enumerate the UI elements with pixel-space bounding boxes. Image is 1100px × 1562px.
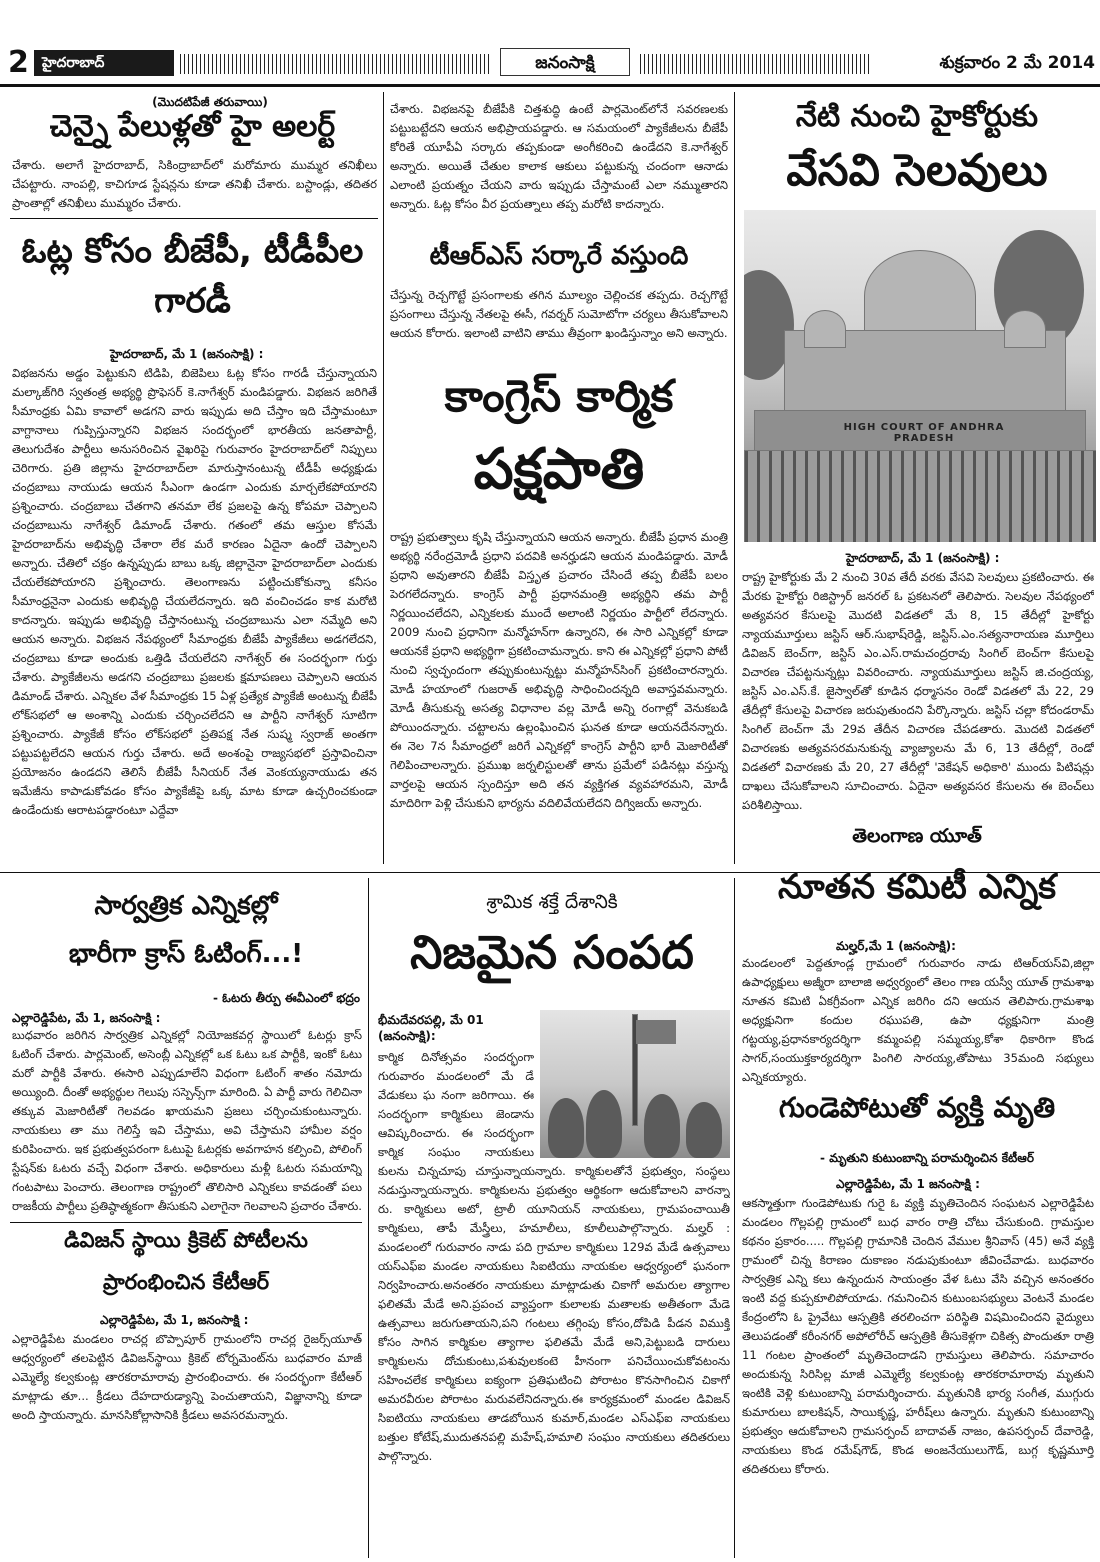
headline-true-wealth: నిజమైన సంపద [410, 925, 694, 979]
dateline: ఎల్లారెడ్డిపేట, మే 1, జనంసాక్షి : [100, 1313, 249, 1327]
headline-cricket-1: డివిజన్ స్థాయి క్రికెట్ పోటీలను [64, 1228, 308, 1252]
subheading: - ఓటరు తీర్పు ఈవీఎంలో భద్రం [213, 991, 360, 1005]
headline-highcourt-2: వేసవి సెలవులు [786, 145, 1048, 196]
article-divider [10, 1222, 362, 1223]
iron-gate [744, 450, 1096, 542]
high-court-photo [744, 210, 1096, 542]
kicker-shramika: శ్రామిక శక్తే దేశానికి [486, 891, 618, 913]
article-body: కులను చిన్నచూపు చూస్తున్నాయన్నారు. కార్మికులతోనే ప్రభుత్వం, సంస్థలు నడుస్తున్నాయన్నారు. కార్మికులను ప్రభుత్వం ఆర్థికంగా ఆదుకోవాలని వారన్నా రు. కార్మికులు అటో, ట్రాలీ యూనియన్ నాయకులు, గ్రామపంచాయితీ కార్మికులు, తాపీ మేస్త్రీలు, హమాలీలు, కూలీలుపాల్గొన్నారు. మల్హర్ : మండలంలో గురువారం నాడు పది గ్రామాల కార్మికులు 129వ మేడే ఉత్సవాలు యస్‌ఎఫ్ఐ మండల నాయకులు సిఐటియు నాయకుల ఆధ్వర్యంలో ఘనంగా నిర్వహించారు.అనంతరం నాయకులు మాట్లాడుతు చికాగో అమరుల త్యాగాల ఫలితమే మేడే అని.ప్రపంచ వ్యాప్తంగా కులాలకు మతాలకు అతీతంగా మేడె ఉత్సవాలు జరుగుతాయని,పని గంటలు తగ్గింపు కోసం,దోపిడి పీడన విముక్తి కోసం సాగిన కార్మికుల త్యాగాల ఫలితమే మేడే అని,పెట్టుబడి దారులు కార్మికులను దోచుకుంటు,పశువులకంటె హీనంగా పనిచేయించుకోవటంను సహించలేక కార్మికులు ఐక్యంగా ప్రతిఘటించి పోరాటం కొనసాగించిన చికాగో అమరవీరుల పోరాటం మరువలేనిదన్నారు.ఈ కార్యక్రమంలో మండల డివిజన్ సిఐటియు నాయకులు తాడబోయిన కుమార్,మండల ఎస్‌ఎఫ్ఐ నాయకులు బత్తుల కోటేష్,ముదుతనపల్లి మహేష్,హమాలి సంఘం నాయకులు తదితరులు పాల్గొన్నారు. [378, 1164, 730, 1463]
main-dome [864, 250, 976, 342]
article-body: కార్మిక దినోత్సవం సందర్భంగా గురువారం మండలంలో మే డే వేడుకలు ఘ నంగా జరిగాయి. ఈ సందర్భంగా కార్మికులు జెండాను ఆవిష్కరించారు. ఈ సందర్భంగా కార్మిక సంఘం నాయకులు [378, 1050, 534, 1159]
article-body: చేశారు. విభజనపై బీజేపీకి చిత్తశుద్ధి ఉంటే పార్లమెంట్‌లోనే సవరణలకు పట్టుబట్టేదని ఆయన అభిప్రాయపడ్డారు. ఆ సమయంలో ప్యాకేజీలను బీజేపీ కోరితే యూపీఏ సర్కారు తప్పకుండా అంగీకరించి ఉండేదని కె.నాగేశ్వర్ అన్నారు. అయితే చేతుల కాలాక ఆకులు పట్టుకున్న చందంగా ఆనాడు ఎలాంటి ప్రయత్నం చేయని వారు ఇప్పుడు చేస్తామంటే ఎలా నమ్ముతారని అన్నారు. ఓట్ల కోసం వీర ప్రయత్నాలు తప్ప మరోటి కాదన్నారు. [390, 102, 728, 211]
continuation-note: (మొదటిపేజీ తరువాయి) [152, 95, 268, 109]
dateline: ఎల్లారెడ్డిపేట, మే 1 జనంసాక్షి : [836, 1177, 980, 1191]
dateline: హైదరాబాద్, మే 1 (జనంసాక్షి) : [110, 347, 264, 361]
headline-new-committee: నూతన కమిటీ ఎన్నిక [778, 867, 1056, 907]
headline-cricket-2: ప్రారంభించిన కేటీఆర్ [102, 1270, 270, 1294]
headline-heart-attack: గుండెపోటుతో వ్యక్తి మృతి [778, 1091, 1056, 1124]
person-shape [548, 1098, 584, 1158]
person-shape [586, 1090, 622, 1158]
page-number: 2 [8, 45, 29, 80]
article-body: రాష్ట్ర హైకోర్టుకు మే 2 నుంచి 30వ తేదీ వరకు వేసవి సెలవులు ప్రకటించారు. ఈ మేరకు హైకోర్టు రిజిస్ట్రార్ జనరల్ ఓ ప్రకటనలో తెలిపారు. సెలవుల నేపథ్యంలో అత్యవసర కేసులపై మొదటి విడతలో మే 8, 15 తేదీల్లో హైకోర్టు న్యాయమూర్తులు జస్టిస్ ఆర్.సుభాష్‌రెడ్డి, జస్టిస్.ఎం.సత్యనారాయణ మూర్తిలు డివిజన్ బెంచ్‌గా, జస్టిస్ ఎం.ఎస్.రామచంద్రరావు సింగిల్ బెంచ్‌గా కేసులపై విచారణ చేపట్టనున్నట్లు వివరించారు. న్యాయమూర్తులు జస్టిస్ జి.చంద్రయ్య, జస్టిస్ ఎం.ఎస్.కే. జైస్వాల్‌తో కూడిన ధర్మాసనం రెండో విడతలో మే 22, 29 తేదీల్లో కేసులపై విచారణ జరుపుతుందని పేర్కొన్నారు. జస్టిస్ చల్లా కోదండరామ్ సింగిల్ బెంచ్‌గా మే 29వ తేదీన విచారణ చేపడతారు. మొదటి విడతలో విచారణకు అత్యవసరమనుకున్న వ్యాజ్యాలను మే 6, 13 తేదీల్లో, రెండో విడతలో విచారణకు మే 20, 27 తేదీల్లో 'వెకేషన్ అధికారి' ముందు పిటిషన్లు దాఖలు చేసుకోవాలని సూచించారు. ఏదైనా అత్యవసర కేసులను ఈ బెంచ్‌లు పరిశీలిస్తాయి. [742, 570, 1094, 812]
subheading: - మృతుని కుటుంబాన్ని పరామర్శించిన కేటీఆర్ [820, 1151, 1034, 1165]
headline-crossvoting-1: సార్వత్రిక ఎన్నికల్లో [94, 891, 278, 921]
column-divider [368, 878, 369, 1558]
mayday-photo [540, 1010, 730, 1158]
dateline: హైదరాబాద్, మే 1 (జనంసాక్షి) : [846, 551, 1000, 565]
headline-crossvoting-2: భారీగా క్రాస్ ఓటింగ్...! [68, 939, 304, 969]
column-divider [734, 878, 735, 1558]
flag [636, 1020, 676, 1044]
article-body: మండలంలో పెద్దతూండ్ల గ్రామంలో గురువారం నాడు టిఆర్‌యస్‌వి,జిల్లా ఉపాధ్యక్షులు అజ్మీరా బాలాజి అధ్వర్యంలో తెలం గాణ యస్వీ యూత్ గ్రామశాఖ నూతన కమిటి ఏకగ్రీవంగా ఎన్నిక జరిగిం దని ఆయన తెలిపారు.గ్రామశాఖ అధ్యక్షునిగా కందుల రఘుపతి, ఉపా ధ్యక్షునిగా మంత్రి గట్టయ్య,ప్రధానకార్యదర్శిగా కమ్మంపల్లి సమ్మయ్య,కోశా ధికారిగా కొండ సాగర్,సంయుక్తకార్యదర్శిగా పింగిలి సారయ్య,తోపాటు 35మంది సభ్యులు ఎన్నికయ్యారు. [742, 956, 1094, 1084]
header-rule [0, 84, 1100, 87]
article-body: ఆకస్మాత్తుగా గుండెపోటుకు గురై ఓ వ్యక్తి మృతిచెందిన సంఘటన ఎల్లారెడ్డిపేట మండలం గొల్లపల్లి గ్రామంలో బుధ వారం రాత్రి చోటు చేసుకుంది. గ్రామస్తుల కథనం ప్రకారం..... గొల్లపల్లి గ్రామానికి చెందిన వేముల శ్రీనివాస్ (45) అనే వ్యక్తి గ్రామంలో చిన్న కిరాణం దుకాణం నడుపుకుంటూ జీవించేవాడు. బుధవారం సార్వత్రిక ఎన్ని కలు ఉన్నందున సాయంత్రం వేళ ఓటు వేసి వచ్చిన అనంతరం ఇంటి వద్ద కుప్పకూలిపోయాడు. గమనించిన కుటుంబసభ్యులు వెంటనే మండల కేంద్రంలోని ఓ ప్రైవేటు ఆస్పత్రికి తరలించగా పరిస్థితి విషమించిందని వైద్యులు తెలుపడంతో కరీంనగర్ అపోలోరీచ్ ఆస్పత్రికి తీసుకెళ్లగా చికిత్స పొందుతూ రాత్రి 11 గంటల ప్రాంతంలో మృతిచెందాడని గ్రామస్తులు తెలిపారు. సమాచారం అందుకున్న సిరిసిల్ల మాజీ ఎమ్మెల్యే కల్వకుంట్ల తారకరామారావు మృతుని ఇంటికి వెళ్లి కుటుంబాన్ని పరామర్శించారు. మృతునికి భార్య సంగీత, ముగ్గురు కుమారులు బాలకిషన్, సాయికృష్ణ, హరీష్‌లు ఉన్నారు. మృతుని కుటుంబాన్ని ప్రభుత్వం ఆదుకోవాలని గ్రామసర్పంచ్ బాదావత్ నాజం, ఉపసర్పంచ్ దేవారెడ్డి, నాయకులు కొండ రమేష్‌గౌడ్, కొండ అంజనేయులుగౌడ్, బుగ్గ కృష్ణమూర్తి తదితరులు కోరారు. [742, 1196, 1094, 1476]
article-divider [10, 218, 378, 219]
paper-logo: జనంసాక్షి [500, 48, 630, 76]
headline-congress-2: పక్షపాతి [473, 437, 645, 502]
person-shape [644, 1094, 680, 1158]
dateline: ఎల్లారెడ్డిపేట, మే 1, జనంసాక్షి : [12, 1011, 161, 1025]
article-body: ఎల్లారెడ్డిపేట మండలం రాచర్ల బొప్పాపూర్ గ్రామంలోని రాచర్ల రైజర్స్‌యూత్ ఆధ్వర్యంలో తలపెట్టిన డివిజన్‌స్థాయి క్రికెట్ టోర్నమెంట్‌ను బుధవారం మాజీ ఎమ్మెల్యే కల్వకుంట్ల తారకరామారావు ప్రారంభించారు. ఈ సందర్భంగా కేటీఆర్ మాట్లాడు తూ... క్రీడలు దేహదారుడ్యాన్ని పెంచుతాయని, విజ్ఞానాన్ని కూడా అంది స్తాయన్నారు. మానసికోల్లాసానికి క్రీడలు అవసరమన్నారు. [12, 1332, 362, 1422]
article-body: చేశారు. అలాగే హైదరాబాద్, సికింద్రాబాద్‌లో మరోమారు ముమ్మర తనిఖీలు చేపట్టారు. నాంపల్లి, కాచిగూడ స్టేషన్లను కూడా తనిఖీ చేశారు. బస్టాండ్లు, తదితర ప్రాంతాల్లో తనిఖీలు ముమ్మరం చేశారు. [12, 158, 377, 210]
section-label: హైదరాబాద్ [34, 50, 174, 76]
article-body: చేస్తున్న రెచ్చగొట్టే ప్రసంగాలకు తగిన మూల్యం చెల్లించక తప్పదు. రెచ్చగొట్టే ప్రసంగాలు చేస్తున్న నేతలపై ఈసీ, గవర్నర్ సుమోటోగా చర్యలు తీసుకోవాలని ఆయన కోరారు. ఇలాంటి వాటిని తాము తీవ్రంగా ఖండిస్తున్నాం అని అన్నారు. [390, 288, 728, 340]
article-body: బుధవారం జరిగిన సార్వత్రిక ఎన్నికల్లో నియోజకవర్గ స్థాయిలో ఓటర్లు క్రాస్ ఓటింగ్ చేశారు. పార్లమెంట్, అసెంబ్లీ ఎన్నికల్లో ఒక ఓటు ఒక పార్టీకి, ఇంకో ఓటు మరో పార్టీకి వేశారు. ఈసారి ఎప్పుడూలేని విధంగా ఓటింగ్ శాతం నమోదు అయ్యింది. దీంతో అభ్యర్థుల గెలుపు సస్పెన్స్‌గా మారింది. ఏ పార్టీ వారు గెలిచినా తక్కువ మెజారిటీతో గెలవడం ఖాయమని ప్రజలు చర్చించుకుంటున్నారు. నాయకులు తా ము గెలిస్తే ఇవి చేస్తాము, అవి చేస్తామని హామీల వర్షం కురిపించారు. ఇక ప్రభుత్వపరంగా ఓటుపై ఓటర్లకు అవగాహన కల్పించి, పోలింగ్ స్టేషన్‌కు ఓటరు వచ్చే విధంగా చేశారు. అధికారులు మళ్లీ ఓటరు సమయాన్ని గంటపాటు పెంచారు. తెలంగాణ రాష్ట్రంలో తొలిసారి ఎన్నికలు కావడంతో పలు రాజకీయ పార్టీలు ప్రతిష్ఠాత్మకంగా తీసుకుని ఎలాగైనా గెలవాలని ప్రచారం చేశారు. [12, 1028, 362, 1213]
small-dome [1004, 310, 1046, 348]
dateline: మల్హర్,మే 1 (జనంసాక్షి): [836, 939, 956, 953]
article-body: విభజనను అడ్డం పెట్టుకుని టిడిపి, బిజెపిలు ఓట్ల కోసం గారడీ చేస్తున్నాయని మల్కాజ్‌గిరి స్వతంత్ర అభ్యర్థి ప్రొఫెసర్ కె.నాగేశ్వర్ మండిపడ్డారు. విభజన జరిగితే సీమాంధ్రకు ఏమి కావాలో అడగని వారు ఇప్పుడు అది చేస్తాం ఇది చేస్తామంటూ వాగ్దానాలు గుప్పిస్తున్నారని విభజన సందర్భంలో భారతీయ జనతాపార్టీ, తెలుగుదేశం పార్టీలు అనుసరించిన వైఖరిపై గురువారం హైదరాబాద్‌లో నిప్పులు చెరిగారు. ప్రతి జిల్లాను హైదరాబాద్‌లా మారుస్తానంటున్న టీడీపీ అధ్యక్షుడు చంద్రబాబు నాయుడు ఆయన సీఎంగా ఉండగా ఎందుకు మార్చలేకపోయారని ప్రశ్నించారు. చంద్రబాబు చేతగాని తనమా లేక ప్రజలపై ఉన్న కోపమా చెప్పాలని చంద్రబాబును నాగేశ్వర్ డిమాండ్ చేశారు. గతంలో తమ ఆస్తుల కోసమే హైదరాబాద్‌ను అభివృద్ధి చేశారా లేక మరే కారణం ఏదైనా ఉందో చెప్పాలని అన్నారు. చేతిలో చక్రం ఉన్నప్పుడు బాబు ఒక్క జిల్లానైనా హైదరాబాద్‌లా ఎందుకు చేయలేకపోయారని ప్రశ్నించారు. తెలంగాణను పట్టించుకోకున్నా కనీసం సీమాంధ్రనైనా ఎందుకు అభివృద్ధి చేయలేదన్నారు. ఇది వంచించడం కాక మరోటి కాదన్నారు. ఇప్పుడు అభివృద్ధి చేస్తానంటున్న చంద్రబాబును ఎలా నమ్మేది అని ఆయన అన్నారు. విభజన నేపథ్యంలో సీమాంధ్రకు బీజేపీ ప్యాకేజీలు అడగలేదని, చంద్రబాబు కూడా అందుకు ఒత్తిడి చేయలేదని నాగేశ్వర్ ఈ సందర్భంగా గుర్తు చేశారు. ప్యాకేజీలను అడగని చంద్రబాబు ప్రజలకు క్షమాపణలు చెప్పాలని ఆయన డిమాండ్ చేశారు. ఎన్నికల వేళ సీమాంధ్రకు 15 ఏళ్ల ప్రత్యేక ప్యాకేజీ అంటున్న బీజేపీ లోక్‌సభలో ఆ అంశాన్ని ఎందుకు చర్చించలేదని ఆ పార్టీని నాగేశ్వర్ సూటిగా ప్రశ్నించారు. ప్యాకేజీ కోసం లోక్‌సభలో ప్రతిపక్ష నేత సుష్మ స్వరాజ్ అంతగా పట్టుపట్టలేదని ఆయన గుర్తు చేశారు. అదే అంశంపై రాజ్యసభలో ప్రస్తావించినా ప్రయోజనం ఉండదని తెలిసే బీజేపీ సీనియర్ నేత వెంకయ్యనాయుడు తన ఇమేజీను కాపాడుకోవడం కోసం ప్యాకేజీపై ఒక్క మాట కూడా ఉచ్చరించకుండా ఉండేందుకు ఆరాటపడ్డారంటూ ఎద్దేవా [12, 366, 377, 817]
dateline: భీమదేవరపల్లి, మే 01 (జనంసాక్షి): [378, 1013, 484, 1043]
issue-date: శుక్రవారం 2 మే 2014 [939, 53, 1095, 73]
masthead [0, 0, 1100, 92]
column-divider [383, 92, 384, 864]
article-body: రాష్ట్ర ప్రభుత్వాలు కృషి చేస్తున్నాయని ఆయన అన్నారు. బీజేపీ ప్రధాన మంత్రి అభ్యర్థి నరేంద్రమోడీ ప్రధాని పదవికి అనర్హుడని ఆయన మండిపడ్డారు. మోడీ ప్రధాని అవుతారని బీజేపీ విస్తృత ప్రచారం చేసిందే తప్ప బీజేపీ బలం పెరగలేదన్నారు. కాంగ్రెస్ పార్టీ ప్రధానమంత్రి అభ్యర్థిని తమ పార్టీ నిర్ణయించలేదని, ఎన్నికలకు ముందే అలాంటి నిర్ణయం పార్టీలో లేదన్నారు. 2009 నుంచి ప్రధానిగా మన్మోహన్‌గా ఉన్నారని, ఈ సారి ఎన్నికల్లో కూడా ఆయనకే ప్రధాని అభ్యర్థిగా ప్రకటించామన్నారు. కాని ఈ ఎన్నికల్లో ప్రధాని పోటీ నుంచి స్వచ్ఛందంగా తప్పుకుంటున్నట్టు మన్మోహన్‌సింగ్ ప్రకటించారన్నారు. మోడీ హయాంలో గుజరాత్ అభివృద్ధి సాధించిందన్నది అవాస్తవమన్నారు. మోడీ తీసుకున్న అసత్య విధానాల వల్ల మోడీ అన్ని రంగాల్లో వెనుకబడి పోయిందన్నారు. చట్టాలను ఉల్లంఘించిన ఘనత కూడా ఆయనదేనన్నారు. ఈ నెల 7న సీమాంధ్రలో జరిగే ఎన్నికల్లో కాంగ్రెస్ పార్టీని భారీ మెజారిటీతో గెలిపించాలన్నారు. ప్రముఖ జర్నలిస్టులతో తాను ప్రమేలో పడినట్లు వస్తున్న వార్తలపై ఆయన స్పందిస్తూ అది తన వ్యక్తిగత వ్యవహారమని, మోడీ మాదిరిగా పెళ్లి చేసుకుని భార్యను వదిలివేయలేదని దిగ్విజయ్ అన్నారు. [390, 530, 728, 810]
person-shape [686, 1102, 722, 1158]
header-hatch-left [180, 54, 490, 74]
court-sign: HIGH COURT OF ANDHRA PRADESH [843, 422, 1005, 444]
headline-trs: టీఆర్‌ఎస్ సర్కారే వస్తుంది [429, 241, 689, 271]
column-divider [734, 92, 735, 864]
headline-congress-1: కాంగ్రెస్ కార్మిక [444, 371, 674, 422]
small-dome [804, 310, 846, 348]
header-hatch-right [640, 54, 870, 74]
headline-chennai: చెన్నై పేలుళ్లతో హై అలర్ట్ [49, 109, 336, 144]
headline-bjp-tdp: ఓట్ల కోసం బీజేపీ, టీడీపీల గారడీ [21, 231, 364, 321]
headline-highcourt-1: నేటి నుంచి హైకోర్టుకు [795, 99, 1039, 134]
kicker-telangana-youth: తెలంగాణ యూత్ [852, 825, 982, 847]
